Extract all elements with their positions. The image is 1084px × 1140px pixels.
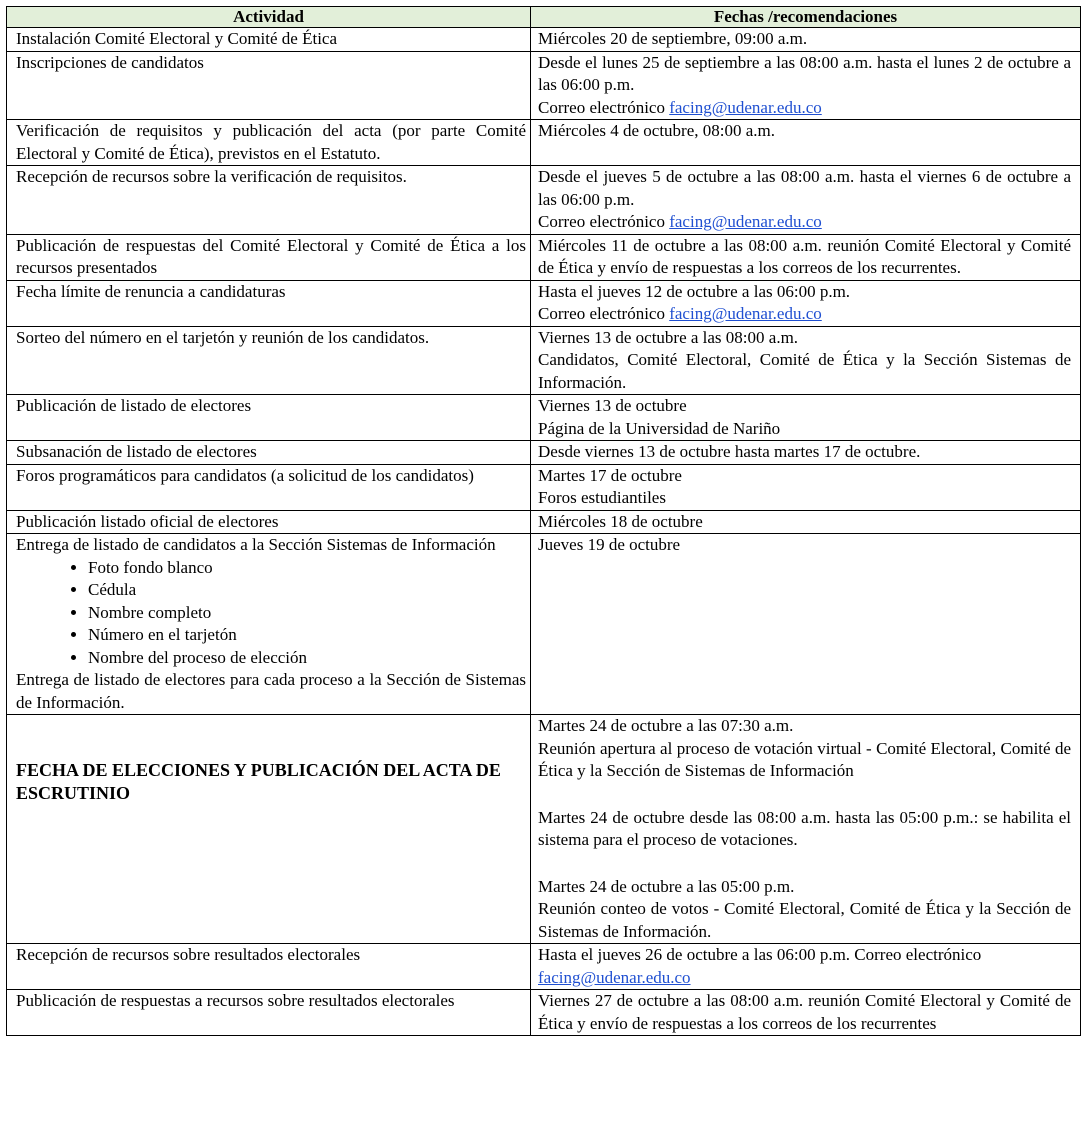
fecha-text: Viernes 13 de octubre — [538, 396, 687, 415]
fechas-cell — [531, 234, 1081, 280]
actividad-cell: Publicación de respuestas del Comité Electoral y Comité de Ética a los recursos presentados — [7, 234, 531, 280]
list-item: • Foto fondo blanco — [88, 557, 526, 580]
table-row — [7, 166, 1081, 235]
table-row — [7, 510, 1081, 534]
fechas-cell — [531, 944, 1081, 990]
fecha-text: Martes 24 de octubre a las 07:30 a.m. — [538, 716, 794, 735]
requirements-list — [16, 557, 526, 670]
actividad-cell: Instalación Comité Electoral y Comité de Ética — [7, 28, 531, 52]
fecha-text: Miércoles 20 de septiembre, 09:00 a.m. — [538, 29, 808, 48]
correo-line — [538, 303, 1071, 326]
fechas-cell — [531, 120, 1081, 166]
fecha-text: Jueves 19 de octubre — [538, 535, 681, 554]
fechas-cell — [531, 280, 1081, 326]
actividad-cell: Publicación de listado de electores — [7, 395, 531, 441]
table-row — [7, 326, 1081, 395]
fechas-cell — [531, 464, 1081, 510]
table-row — [7, 120, 1081, 166]
fechas-cell — [531, 28, 1081, 52]
fecha-detail: Página de la Universidad de Nariño — [538, 418, 781, 438]
fecha-text: Miércoles 4 de octubre, 08:00 a.m. — [538, 121, 775, 140]
fechas-cell — [531, 534, 1081, 715]
email-link[interactable]: facing@udenar.edu.co — [669, 212, 822, 231]
table-row — [7, 51, 1081, 120]
actividad-cell: Publicación listado oficial de electores — [7, 510, 531, 534]
fecha-text: Martes 24 de octubre a las 05:00 p.m. — [538, 876, 795, 896]
fecha-detail: Reunión conteo de votos - Comité Electoral, Comité de Ética y la Sección de Sistemas de Información. — [538, 899, 1071, 941]
fecha-text: Desde viernes 13 de octubre hasta martes 17 de octubre. — [538, 442, 921, 461]
list-item: • Nombre completo — [88, 602, 526, 625]
table-row — [7, 234, 1081, 280]
actividad-cell: Recepción de recursos sobre resultados electorales — [7, 944, 531, 990]
fecha-detail: Reunión apertura al proceso de votación virtual - Comité Electoral, Comité de Ética y la Sección de Sistemas de Información — [538, 738, 1071, 780]
spacer — [538, 783, 1071, 807]
fechas-cell — [531, 51, 1081, 120]
actividad-cell — [7, 715, 531, 944]
correo-label: Correo electrónico — [538, 304, 665, 323]
elecciones-title: FECHA DE ELECCIONES Y PUBLICACIÓN DEL ACTA DE ESCRUTINIO — [16, 760, 501, 803]
fecha-text: Desde el jueves 5 de octubre a las 08:00 a.m. hasta el viernes 6 de octubre a las 06:00 p.m. — [538, 167, 1071, 209]
fecha-text: Viernes 13 de octubre a las 08:00 a.m. — [538, 327, 799, 347]
schedule-table — [6, 6, 1081, 1036]
table-row-entrega — [7, 534, 1081, 715]
header-fechas: Fechas /recomendaciones — [531, 7, 1081, 28]
correo-label: Correo electrónico — [538, 97, 665, 117]
actividad-cell: Inscripciones de candidatos — [7, 51, 531, 120]
fechas-cell — [531, 166, 1081, 235]
entrega-outro: Entrega de listado de electores para cada proceso a la Sección de Sistemas de Información. — [16, 670, 526, 712]
fecha-text: Miércoles 18 de octubre — [538, 511, 703, 531]
table-row-elecciones — [7, 715, 1081, 944]
fechas-cell — [531, 990, 1081, 1036]
table-row — [7, 441, 1081, 465]
fecha-text: Martes 24 de octubre desde las 08:00 a.m. hasta las 05:00 p.m.: se habilita el sistema para el proceso de votaciones. — [538, 807, 1071, 849]
actividad-cell: Fecha límite de renuncia a candidaturas — [7, 280, 531, 326]
list-item: • Nombre del proceso de elección — [88, 647, 526, 670]
fechas-cell — [531, 326, 1081, 395]
header-row — [7, 7, 1081, 28]
fecha-text: Desde el lunes 25 de septiembre a las 08:00 a.m. hasta el lunes 2 de octubre a las 06:00 p.m. — [538, 52, 1071, 94]
email-link[interactable]: facing@udenar.edu.co — [538, 967, 691, 987]
fecha-detail: Candidatos, Comité Electoral, Comité de Ética y la Sección Sistemas de Información. — [538, 350, 1071, 392]
actividad-cell: Sorteo del número en el tarjetón y reunión de los candidatos. — [7, 326, 531, 395]
correo-line — [538, 97, 1071, 120]
fechas-cell — [531, 441, 1081, 465]
fecha-detail: Foros estudiantiles — [538, 488, 666, 507]
correo-line — [538, 211, 1071, 234]
table-row — [7, 944, 1081, 990]
list-item: • Número en el tarjetón — [88, 624, 526, 647]
fechas-cell — [531, 510, 1081, 534]
correo-label: Correo electrónico — [538, 212, 665, 231]
actividad-cell: Publicación de respuestas a recursos sobre resultados electorales — [7, 990, 531, 1036]
table-row — [7, 395, 1081, 441]
table-row — [7, 464, 1081, 510]
spacer — [538, 852, 1071, 876]
fecha-text: Hasta el jueves 12 de octubre a las 06:00 p.m. — [538, 281, 851, 301]
fecha-text: Viernes 27 de octubre a las 08:00 a.m. reunión Comité Electoral y Comité de Ética y envío de respuestas a los correos de los recurrentes — [538, 991, 1071, 1033]
table-row — [7, 990, 1081, 1036]
entrega-intro: Entrega de listado de candidatos a la Sección Sistemas de Información — [16, 535, 496, 554]
actividad-cell: Recepción de recursos sobre la verificación de requisitos. — [7, 166, 531, 235]
email-link[interactable]: facing@udenar.edu.co — [669, 97, 822, 117]
actividad-cell: Verificación de requisitos y publicación del acta (por parte Comité Electoral y Comité de Ética), previstos en el Estatuto. — [7, 120, 531, 166]
actividad-cell — [7, 534, 531, 715]
table-row — [7, 280, 1081, 326]
fechas-cell — [531, 395, 1081, 441]
fecha-text: Martes 17 de octubre — [538, 465, 682, 485]
actividad-cell: Subsanación de listado de electores — [7, 441, 531, 465]
table-row — [7, 28, 1081, 52]
fechas-cell — [531, 715, 1081, 944]
fecha-text: Miércoles 11 de octubre a las 08:00 a.m. reunión Comité Electoral y Comité de Ética y envío de respuestas a los correos de los recurrentes. — [538, 235, 1071, 277]
email-link[interactable]: facing@udenar.edu.co — [669, 304, 822, 323]
header-actividad: Actividad — [7, 7, 531, 28]
actividad-cell: Foros programáticos para candidatos (a solicitud de los candidatos) — [7, 464, 531, 510]
list-item: • Cédula — [88, 579, 526, 602]
fecha-text: Hasta el jueves 26 de octubre a las 06:00 p.m. Correo electrónico — [538, 945, 982, 964]
